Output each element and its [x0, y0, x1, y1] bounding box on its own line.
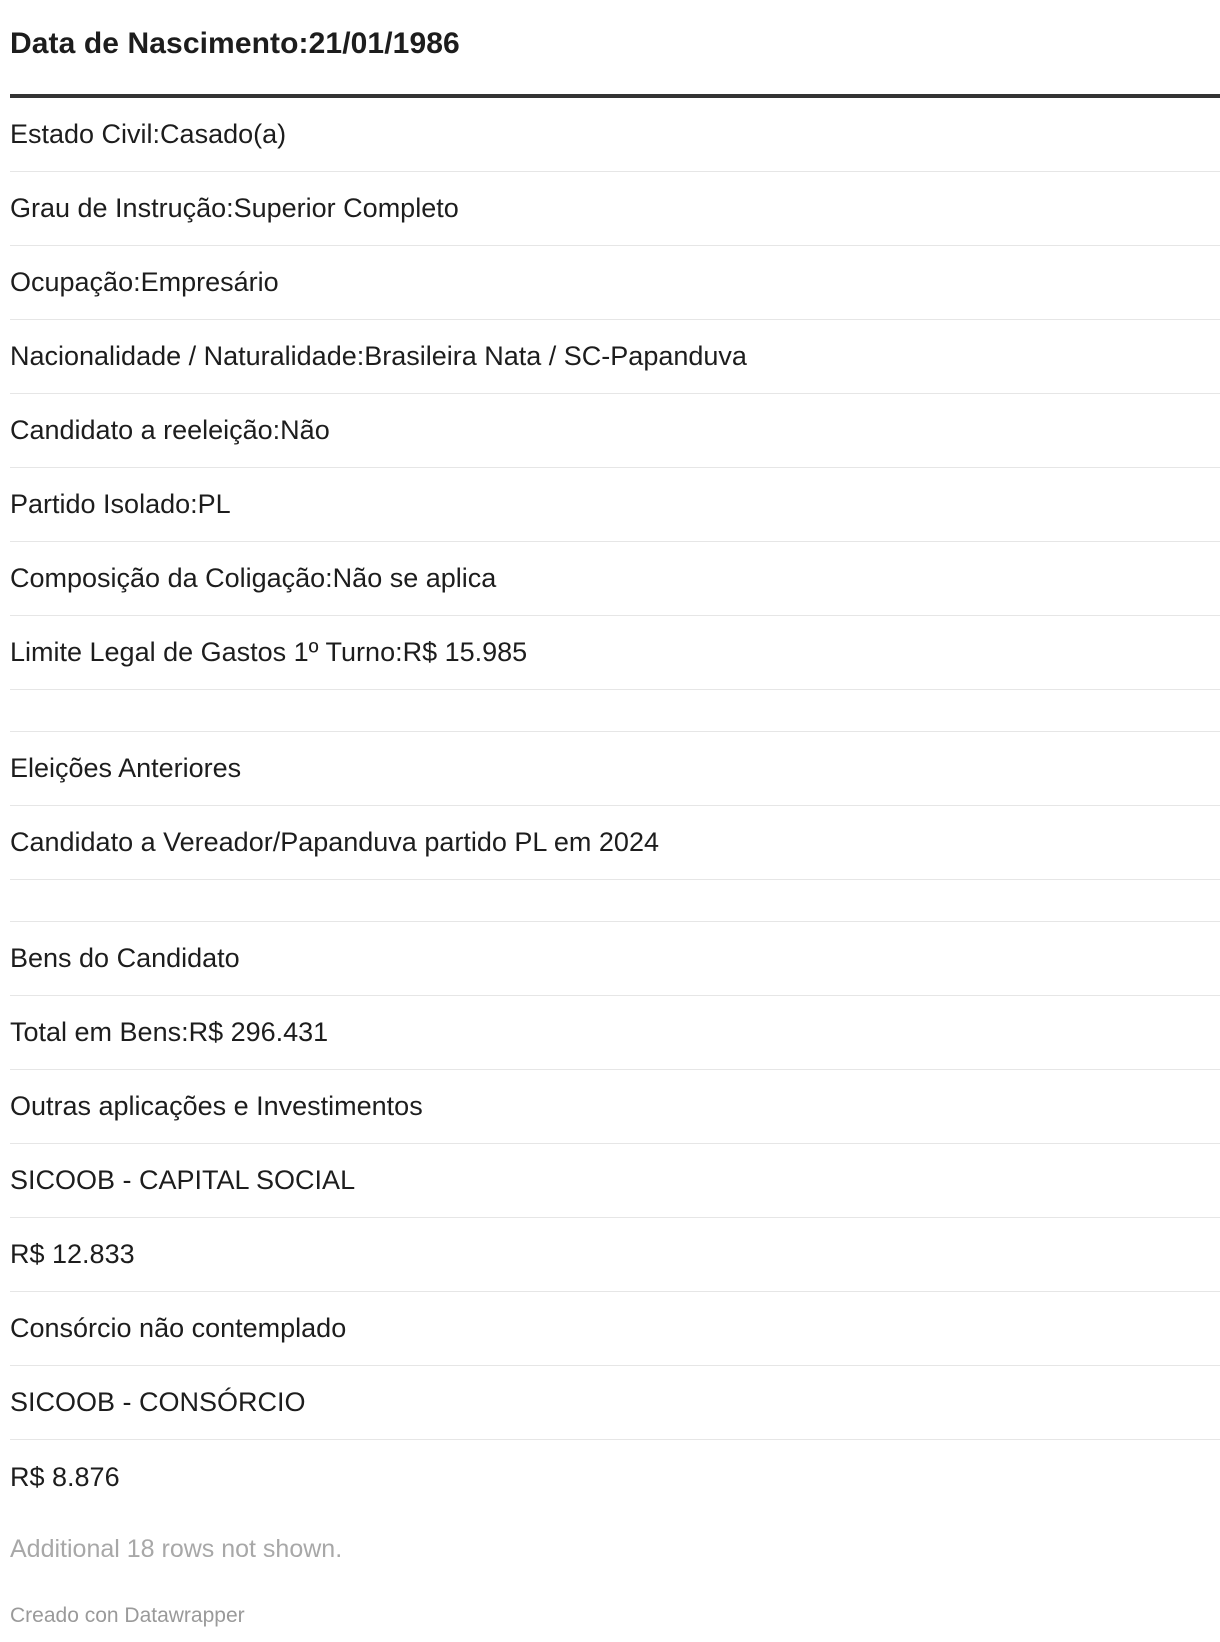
- table-row: Partido Isolado:PL: [10, 468, 1220, 542]
- table-row: R$ 8.876: [10, 1461, 120, 1492]
- table-row: Eleições Anteriores: [10, 732, 1220, 806]
- table-row: R$ 12.833: [10, 1218, 1220, 1292]
- table-row: Ocupação:Empresário: [10, 246, 1220, 320]
- datawrapper-credit: Creado con Datawrapper: [10, 1604, 245, 1627]
- table-row: Composição da Coligação:Não se aplica: [10, 542, 1220, 616]
- table-header: [10, 0, 1220, 98]
- table-row: Bens do Candidato: [10, 922, 1220, 996]
- rows-not-shown-note: Additional 18 rows not shown.: [10, 1534, 343, 1563]
- table-row: SICOOB - CONSÓRCIO: [10, 1366, 1220, 1440]
- table-row: Outras aplicações e Investimentos: [10, 1070, 1220, 1144]
- table-row: Nacionalidade / Naturalidade:Brasileira Nata / SC-Papanduva: [10, 320, 1220, 394]
- table-row: Limite Legal de Gastos 1º Turno:R$ 15.985: [10, 616, 1220, 690]
- table-row: Consórcio não contemplado: [10, 1292, 1220, 1366]
- table-header-label: Data de Nascimento:21/01/1986: [10, 27, 460, 60]
- table-row: Candidato a Vereador/Papanduva partido PL em 2024: [10, 806, 1220, 880]
- table-row: Total em Bens:R$ 296.431: [10, 996, 1220, 1070]
- table-row: Candidato a reeleição:Não: [10, 394, 1220, 468]
- table-row-empty: [10, 690, 1220, 732]
- table-row: SICOOB - CAPITAL SOCIAL: [10, 1144, 1220, 1218]
- table-row: Estado Civil:Casado(a): [10, 98, 1220, 172]
- table-row: Grau de Instrução:Superior Completo: [10, 172, 1220, 246]
- table-row-empty: [10, 880, 1220, 922]
- data-table: [10, 0, 1220, 1627]
